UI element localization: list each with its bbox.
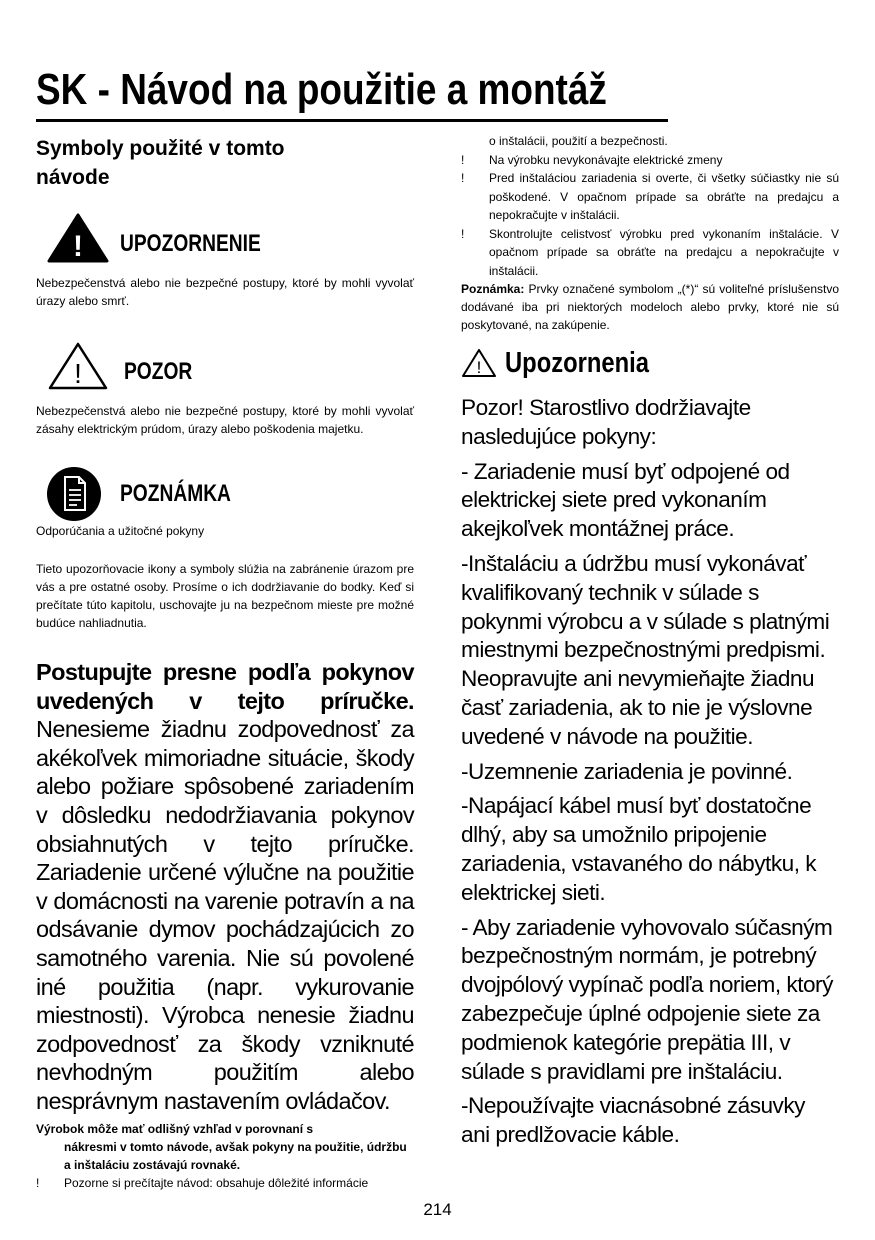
list-item-text: Pred inštaláciou zariadenia si overte, či všetky súčiastky nie sú poškodené. V opačnom prípade sa obráťte na predajcu a nepokračujte v inštalácii. [489, 171, 839, 222]
note-text: Odporúčania a užitočné pokyny [36, 524, 205, 538]
bang-marker: ! [461, 226, 465, 241]
note-document-icon [46, 466, 102, 527]
symbols-heading [36, 134, 414, 192]
note-block [36, 466, 414, 526]
bang-marker: ! [461, 171, 465, 185]
caution-label: POZOR [124, 358, 193, 385]
svg-text:!: ! [73, 230, 83, 263]
warning-item: -Napájací kábel musí byť dostatočne dlhý, aby sa umožnilo pripojenie zariadenia, vstavaného do nábytku, k elektrickej sieti. [461, 793, 817, 905]
note-label: POZNÁMKA [120, 480, 231, 507]
title-underline [36, 119, 668, 122]
caution-outline-icon [46, 340, 110, 397]
list-item-text: Na výrobku nevykonávajte elektrické zmeny [489, 152, 723, 167]
warning-label: UPOZORNENIE [120, 230, 261, 257]
page-title: SK - Návod na použitie a montáž [36, 65, 607, 114]
symbols-heading-line1: Symboly použité v tomto [36, 137, 285, 160]
svg-text:!: ! [476, 358, 482, 377]
list-item [461, 151, 839, 170]
caution-block [36, 340, 414, 402]
warnings-intro: Pozor! Starostlivo dodržiavajte nasledujúce pokyny: [461, 395, 751, 449]
list-item-text: Pozorne si prečítajte návod: obsahuje dôležité informácie [64, 1175, 369, 1190]
main-instructions [36, 658, 414, 1116]
page-number: 214 [423, 1200, 452, 1219]
caution-text: Nebezpečenstvá alebo nie bezpečné postupy, ktoré by mohli vyvolať zásahy elektrickým prúdom, úrazy alebo poškodenia majetku. [36, 404, 414, 436]
warning-item: - Aby zariadenie vyhovovalo súčasným bezpečnostným normám, je potrebný dvojpólový vypínač podľa noriem, ktorý zabezpečuje úplné odpojenie siete za podmienok kategórie prepätia III, v súlade s pravidlami pre inštaláciu. [461, 914, 833, 1084]
main-instructions-body: Nenesieme žiadnu zodpovednosť za akékoľvek mimoriadne situácie, škody alebo požiare spôsobené zariadením v dôsledku nedodržiavania pokynov obsiahnutých v tejto príručke. Zariadenie určené výlučne na použitie v domácnosti na varenie potravín a na odsávanie dymov pochádzajúcich zo samotného varenia. Nie sú povolené iné použitia (napr. vykurovanie miestnosti). Výrobca nenesie žiadnu zodpovednosť za škody vzniknuté nevhodným použitím alebo nesprávnym nastavením ovládačov. [36, 716, 414, 1114]
list-item [36, 1174, 414, 1193]
list-item [461, 225, 839, 281]
left-column [36, 134, 414, 1192]
warning-item: -Nepoužívajte viacnásobné zásuvky ani predlžovacie káble. [461, 1093, 805, 1148]
list-item-continuation [461, 132, 839, 151]
symbols-heading-line2: návode [36, 166, 110, 189]
list-item-text: Skontrolujte celistvosť výrobku pred vykonaním inštalácie. V opačnom prípade sa obráťte na predajcu a nepokračujte v inštalácii. [489, 226, 839, 278]
warning-item: -Uzemnenie zariadenia je povinné. [461, 758, 793, 784]
warning-item: -Inštaláciu a údržbu musí vykonávať kvalifikovaný technik v súlade s pokynmi výrobcu a v súlade s platnými miestnymi bezpečnostnými predpismi. Neopravujte ani nevymieňajte žiadnu časť zariadenia, ak to nie je výslovne uvedené v návode na použitie. [461, 550, 830, 749]
appearance-note-line1: Výrobok môže mať odlišný vzhľad v porovnaní s [36, 1121, 314, 1136]
list-item-text: o inštalácii, použití a bezpečnosti. [489, 134, 668, 148]
warning-text: Nebezpečenstvá alebo nie bezpečné postupy, ktoré by mohli vyvolať úrazy alebo smrť. [36, 276, 414, 308]
note-body: Prvky označené symbolom „(*)“ sú voliteľné príslušenstvo dodávané iba pri niektorých modeloch alebo prvky, ktoré nie sú poskytované, na zakúpenie. [461, 282, 839, 332]
svg-text:!: ! [74, 358, 82, 389]
bang-marker: ! [461, 152, 465, 167]
main-instructions-lead: Postupujte presne podľa pokynov uvedených v tejto príručke. [36, 659, 414, 714]
warnings-heading [461, 346, 839, 386]
warning-item: - Zariadenie musí byť odpojené od elektrickej siete pred vykonaním akejkoľvek montážnej práce. [461, 458, 790, 542]
right-column [461, 132, 839, 1150]
warning-block [36, 212, 414, 274]
bang-marker: ! [36, 1175, 40, 1190]
note-prefix: Poznámka: [461, 282, 525, 296]
warning-filled-icon [46, 212, 110, 269]
list-item [461, 169, 839, 225]
optional-accessories-note [461, 280, 839, 334]
appearance-note-rest: nákresmi v tomto návode, avšak pokyny na použitie, údržbu a inštaláciu zostávajú rovnaké. [64, 1139, 407, 1172]
caution-outline-icon [461, 348, 497, 383]
symbols-intro: Tieto upozorňovacie ikony a symboly slúžia na zabránenie úrazom pre vás a pre ostatné osoby. Prosíme o ich dodržiavanie do bodky. Keď si prečítate túto kapitolu, uschovajte ju na bezpečnom mieste pre možné budúce nahliadnutia. [36, 562, 414, 630]
warnings-title: Upozornenia [505, 347, 650, 379]
